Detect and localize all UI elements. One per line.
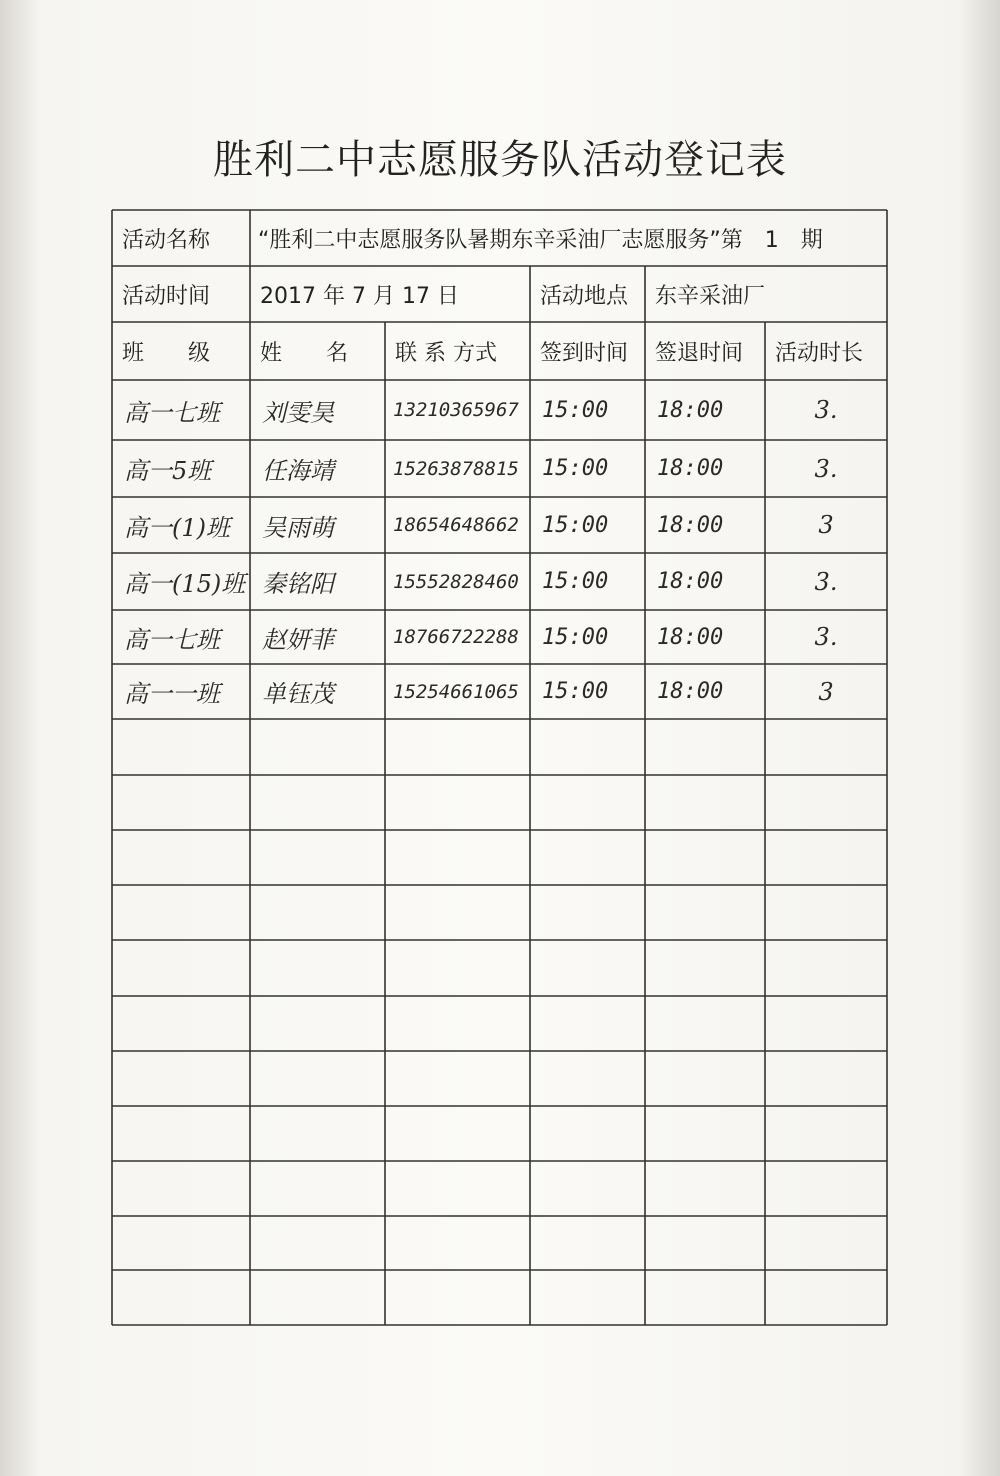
hours-cell: 3. (814, 567, 838, 596)
class-cell: 高一七班 (124, 398, 220, 427)
sign-in-cell: 15:00 (542, 456, 609, 481)
sign-in-cell: 15:00 (542, 512, 609, 538)
hours-cell: 3. (814, 396, 838, 424)
column-header: 姓 名 (260, 340, 349, 366)
hours-cell: 3 (818, 511, 834, 539)
sign-in-cell: 15:00 (542, 679, 609, 704)
contact-cell: 15263878815 (393, 457, 519, 480)
name-cell: 赵妍菲 (262, 625, 334, 654)
contact-cell: 15552828460 (393, 570, 519, 593)
contact-cell: 13210365967 (393, 399, 519, 421)
sign-in-cell: 15:00 (542, 569, 609, 594)
sign-out-cell: 18:00 (657, 456, 724, 481)
sign-out-cell: 18:00 (657, 569, 724, 594)
activity-time-label: 活动时间 (122, 283, 211, 309)
class-cell: 高一七班 (124, 625, 220, 654)
name-cell: 秦铭阳 (262, 570, 334, 598)
sign-out-cell: 18:00 (657, 512, 724, 538)
activity-name-label: 活动名称 (122, 227, 211, 253)
class-cell: 高一(15)班 (124, 570, 246, 598)
hours-cell: 3. (814, 623, 838, 651)
sign-in-cell: 15:00 (542, 624, 609, 650)
class-cell: 高一(1)班 (124, 513, 230, 542)
activity-place-value: 东辛采油厂 (655, 283, 766, 309)
name-cell: 任海靖 (262, 457, 334, 485)
name-cell: 吴雨萌 (262, 513, 334, 542)
class-cell: 高一一班 (124, 680, 220, 708)
column-header: 班 级 (122, 340, 211, 366)
sign-out-cell: 18:00 (657, 397, 724, 423)
column-header: 活动时长 (775, 340, 864, 366)
activity-time-value: 2017 年 7 月 17 日 (260, 283, 459, 309)
name-cell: 单钰茂 (262, 680, 334, 708)
sign-out-cell: 18:00 (657, 679, 724, 704)
contact-cell: 18654648662 (393, 514, 519, 536)
form-title: 胜利二中志愿服务队活动登记表 (213, 137, 787, 183)
hours-cell: 3. (814, 454, 838, 483)
class-cell: 高一5班 (124, 457, 212, 485)
sign-out-cell: 18:00 (657, 624, 724, 650)
column-header: 签到时间 (540, 340, 629, 366)
sign-in-cell: 15:00 (542, 397, 609, 423)
column-header: 联 系 方式 (395, 340, 497, 366)
activity-name-value: “胜利二中志愿服务队暑期东辛采油厂志愿服务”第 1 期 (258, 227, 823, 253)
activity-place-label: 活动地点 (540, 283, 629, 309)
hours-cell: 3 (818, 677, 834, 706)
contact-cell: 15254661065 (393, 680, 519, 703)
name-cell: 刘雯昊 (262, 398, 334, 427)
contact-cell: 18766722288 (393, 626, 519, 648)
column-header: 签退时间 (655, 340, 744, 366)
